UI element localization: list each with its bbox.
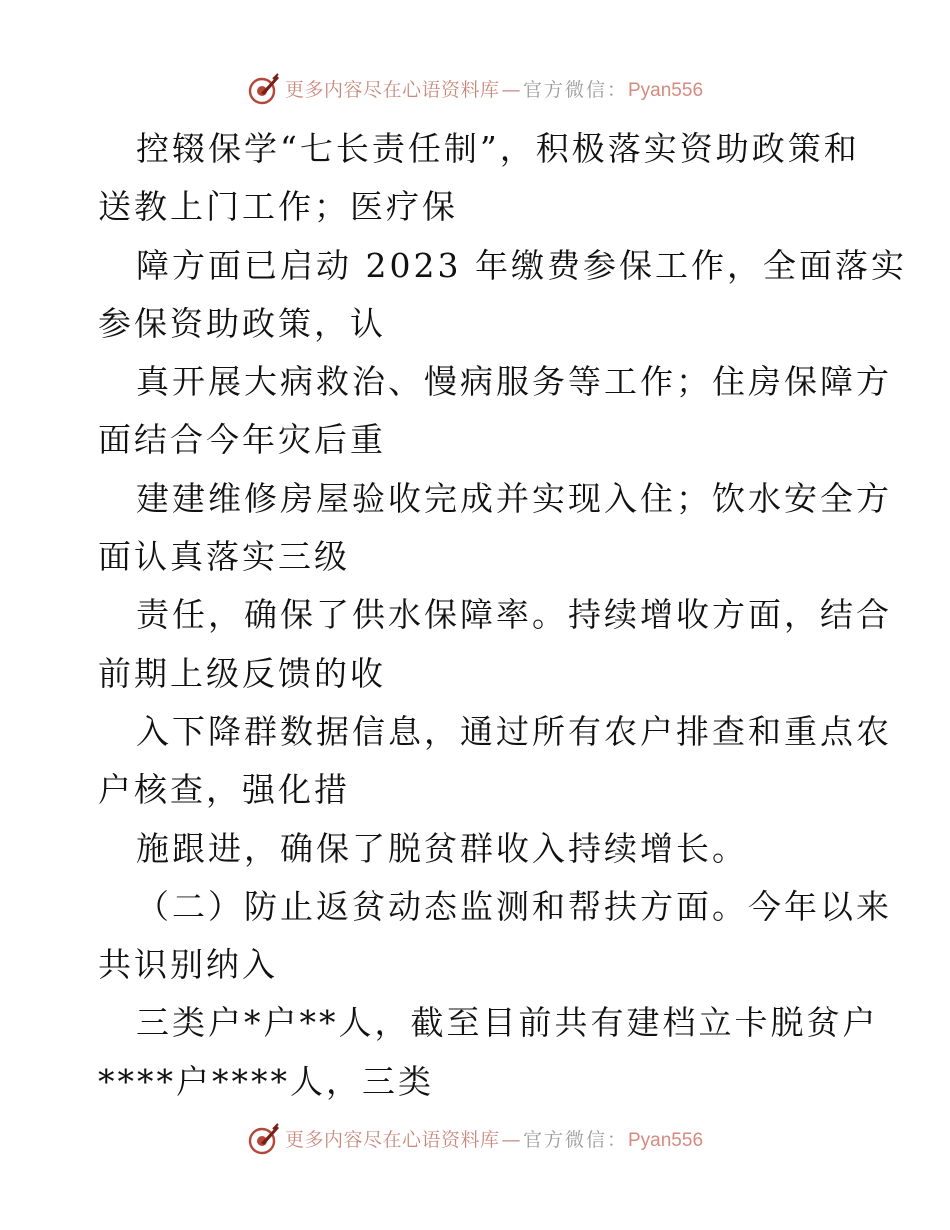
paragraph-line: 真开展大病救治、慢病服务等工作；住房保障方 (136, 362, 892, 402)
paragraph-line: 送教上门工作；医疗保 (98, 187, 458, 227)
document-body (98, 120, 907, 1110)
watermark-dash: — (501, 1128, 521, 1151)
paragraph-line: 参保资助政策，认 (98, 303, 386, 343)
quill-pen-icon (247, 73, 281, 107)
header-watermark (0, 70, 950, 110)
paragraph-line: 责任，确保了供水保障率。持续增收方面，结合 (136, 595, 892, 635)
paragraph-line: 面结合今年灾后重 (98, 420, 386, 460)
watermark-site-name: 更多内容尽在心语资料库 (284, 78, 500, 101)
paragraph-line: 面认真落实三级 (98, 537, 350, 577)
watermark-site-name: 更多内容尽在心语资料库 (284, 1128, 500, 1151)
watermark-wechat-id: Pyan556 (628, 1129, 704, 1151)
watermark-dash: — (501, 78, 521, 101)
paragraph-line: 控辍保学“七长责任制”，积极落实资助政策和 (136, 129, 860, 168)
paragraph-line: 三类户*户**人，截至目前共有建档立卡脱贫户 (136, 1003, 879, 1043)
paragraph-line: 建建维修房屋验收完成并实现入住；饮水安全方 (136, 478, 892, 518)
paragraph-line: 前期上级反馈的收 (98, 653, 386, 693)
watermark-wechat-label: 官方微信： (522, 78, 628, 101)
paragraph-line: 入下降群数据信息，通过所有农户排查和重点农 (136, 711, 892, 751)
watermark-wechat-label: 官方微信： (522, 1128, 628, 1151)
footer-watermark (0, 1120, 950, 1160)
paragraph-line: 施跟进，确保了脱贫群收入持续增长。 (136, 828, 748, 868)
paragraph-line: 共识别纳入 (98, 945, 278, 985)
paragraph-line: （二）防止返贫动态监测和帮扶方面。今年以来 (136, 886, 892, 926)
paragraph-line: ****户****人，三类 (98, 1061, 434, 1101)
watermark-wechat-id: Pyan556 (628, 79, 704, 101)
paragraph-line: 障方面已启动 2023 年缴费参保工作，全面落实 (136, 245, 907, 285)
paragraph-line: 户核查，强化措 (98, 770, 350, 810)
quill-pen-icon (247, 1123, 281, 1157)
